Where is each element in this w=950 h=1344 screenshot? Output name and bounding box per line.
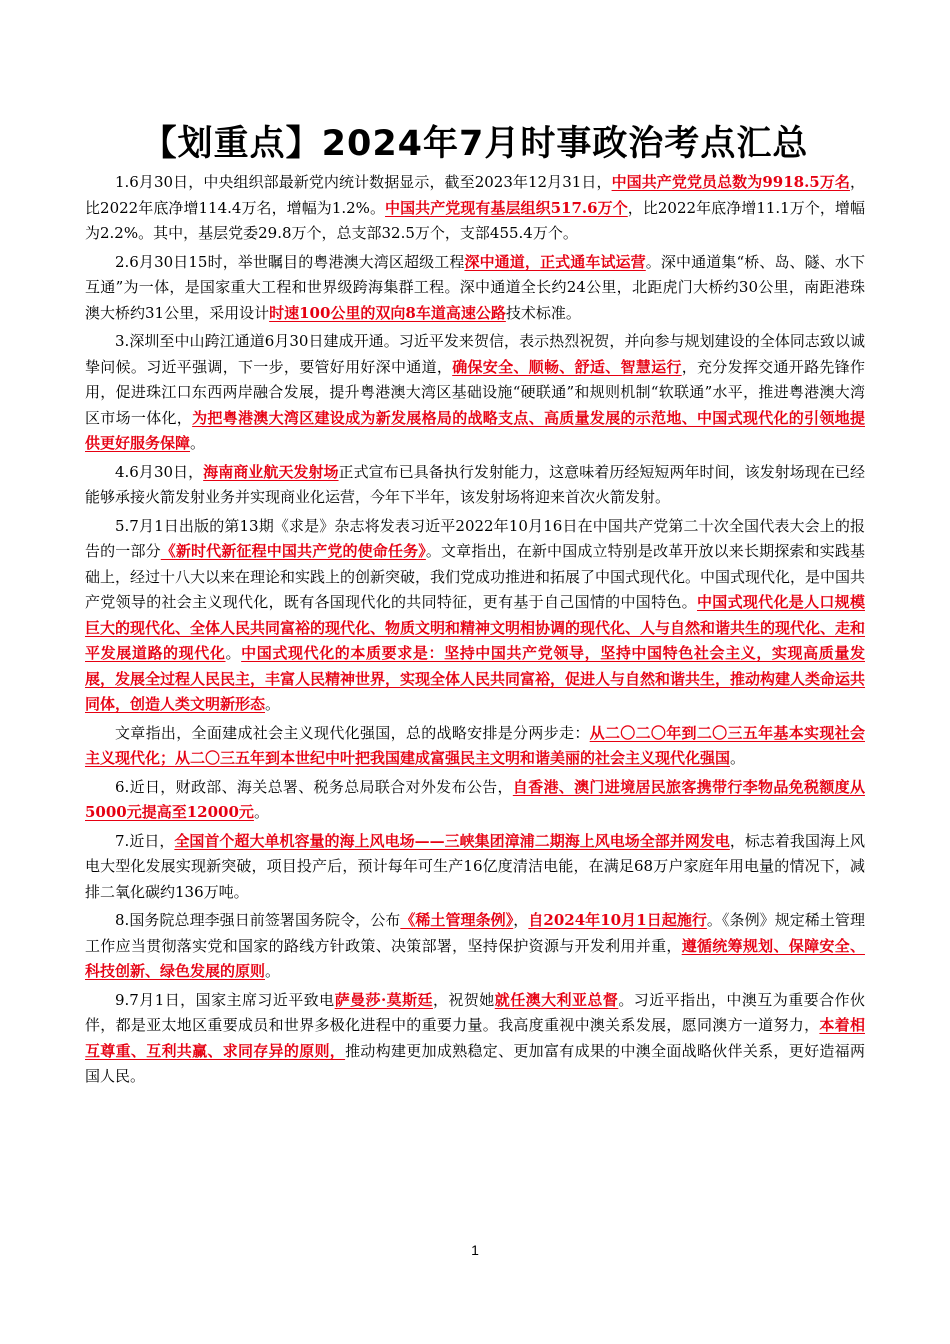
paragraph-text: 1.6月30日，中央组织部最新党内统计数据显示，截至2023年12月31日， [115,173,612,191]
paragraph-text: 。 [265,962,281,980]
paragraph [85,908,865,985]
paragraph-text: 技术标准。 [505,303,581,322]
paragraph [85,329,865,457]
paragraph-text: 推动构建更加成熟稳定、更加富有成果的中澳全面战略伙伴关系，更好造福两国人民。 [85,1041,865,1085]
highlighted-text: 本着相互尊重、互利共赢、求同存异的原则， [85,1016,865,1060]
highlighted-text: 深中通道，正式通车试运营 [464,252,646,271]
paragraph-text: 。深中通道集“桥、岛、隧、水下互通”为一体，是国家重大工程和世界级跨海集群工程。深中通道全长约24公里，北距虎门大桥约30公里，南距港珠澳大桥约31公里，采用设计 [85,252,865,322]
paragraph [85,514,865,718]
paragraph-text: ， [513,911,529,929]
paragraph-text: 。文章指出，在新中国成立特别是改革开放以来长期探索和实践基础上，经过十八大以来在理论和实践上的创新突破，我们党成功推进和拓展了中国式现代化。中国式现代化，是中国共产党领导的社会主义现代化，既有各国现代化的共同特征，更有基于自己国情的中国特色。 [85,542,866,611]
paragraph-text: 正式宣布已具备执行发射能力，这意味着历经短短两年时间，该发射场现在已经能够承接火箭发射业务并实现商业化运营，今年下半年，该发射场将迎来首次火箭发射。 [85,462,865,506]
paragraph-text: ，祝贺她 [432,990,495,1009]
paragraph [85,460,865,511]
highlighted-text: 从二〇二〇年到二〇三五年基本实现社会主义现代化；从二〇三五年到本世纪中叶把我国建成富强民主文明和谐美丽的社会主义现代化强国 [85,723,865,767]
paragraph-text: 4.6月30日， [115,462,204,481]
paragraph-text: 。 [225,644,242,662]
paragraph-text: ，比2022年底净增11.1万个，增幅为2.2%。其中，基层党委29.8万个，总支部32.5万个，支部455.4万个。 [85,198,865,242]
paragraph-text: 。 [730,749,746,767]
document-body [85,170,865,1093]
page-title: 【划重点】2024年7月时事政治考点汇总 [141,124,809,164]
paragraph-text: 。习近平指出，中澳互为重要合作伙伴，都是亚太地区重要成员和世界多极化进程中的重要力量。我高度重视中澳关系发展，愿同澳方一道努力， [85,990,865,1034]
paragraph [85,721,865,772]
paragraph [85,829,865,906]
highlighted-text: 《稀土管理条例》 [400,911,514,929]
highlighted-text: 全国首个超大单机容量的海上风电场——三峡集团漳浦二期海上风电场全部并网发电 [174,831,730,850]
highlighted-text: 中国共产党现有基层组织517.6万个 [385,198,628,217]
paragraph-text: 9.7月1日，国家主席习近平致电 [115,990,335,1009]
highlighted-text: 《新时代新征程中国共产党的使命任务》 [160,542,426,560]
paragraph-text: 8.国务院总理李强日前签署国务院令，公布 [115,911,401,929]
highlighted-text: 中国式现代化是人口规模巨大的现代化、全体人民共同富裕的现代化、物质文明和精神文明相协调的现代化、人与自然和谐共生的现代化、走和平发展道路的现代化 [85,593,866,662]
paragraph-text: ，充分发挥交通开路先锋作用，促进珠江口东西两岸融合发展，提升粤港澳大湾区基础设施“硬联通”和规则机制“软联通”水平，推进粤港澳大湾区市场一体化， [85,357,865,427]
page-number: 1 [471,1242,479,1258]
highlighted-text: 中国共产党党员总数为9918.5万名 [611,173,850,191]
highlighted-text: 自2024年10月1日起施行 [528,911,707,929]
paragraph [85,988,865,1090]
paragraph-text: 6.近日，财政部、海关总署、税务总局联合对外发布公告， [115,777,513,796]
highlighted-text: 自香港、澳门进境居民旅客携带行李物品免税额度从5000元提高至12000元 [85,777,865,821]
paragraph-text: 3.深圳至中山跨江通道6月30日建成开通。习近平发来贺信，表示热烈祝贺，并向参与规划建设的全体同志致以诚挚问候。习近平强调，下一步，要管好用好深中通道， [85,332,865,376]
paragraph-text: 。 [253,803,269,821]
highlighted-text: 遵循统筹规划、保障安全、科技创新、绿色发展的原则 [85,936,865,980]
paragraph-text: 。 [190,434,206,452]
highlighted-text: 海南商业航天发射场 [203,462,339,481]
paragraph-text: 5.7月1日出版的第13期《求是》杂志将发表习近平2022年10月16日在中国共产党第二十次全国代表大会上的报告的一部分 [85,516,865,560]
highlighted-text: 时速100公里的双向8车道高速公路 [269,303,506,322]
paragraph-text: 2.6月30日15时，举世瞩目的粤港澳大湾区超级工程 [115,252,465,271]
highlighted-text: 为把粤港澳大湾区建设成为新发展格局的战略支点、高质量发展的示范地、中国式现代化的引领地提供更好服务保障 [85,408,865,452]
paragraph [85,775,865,826]
paragraph-text: 。《条例》规定稀土管理工作应当贯彻落实党和国家的路线方针政策、决策部署，坚持保护资源与开发利用并重， [85,911,865,955]
paragraph-text: 文章指出，全面建成社会主义现代化强国，总的战略安排是分两步走： [115,723,590,742]
paragraph [85,250,865,327]
highlighted-text: 就任澳大利亚总督 [494,990,619,1009]
paragraph-text: 。 [265,695,281,713]
paragraph-text: ，标志着我国海上风电大型化发展实现新突破，项目投产后，预计每年可生产16亿度清洁电能，在满足68万户家庭年用电量的情况下，减排二氧化碳约136万吨。 [85,831,865,901]
paragraph-text: ，比2022年底净增114.4万名，增幅为1.2%。 [85,173,865,217]
highlighted-text: 确保安全、顺畅、舒适、智慧运行 [452,357,682,376]
highlighted-text: 萨曼莎·莫斯廷 [334,990,433,1009]
paragraph-text: 7.近日， [115,831,175,850]
paragraph [85,170,865,247]
highlighted-text: 中国式现代化的本质要求是：坚持中国共产党领导，坚持中国特色社会主义，实现高质量发展，发展全过程人民民主，丰富人民精神世界，实现全体人民共同富裕，促进人与自然和谐共生，推动构建人类命运共同体，创造人类文明新形态 [85,644,866,713]
